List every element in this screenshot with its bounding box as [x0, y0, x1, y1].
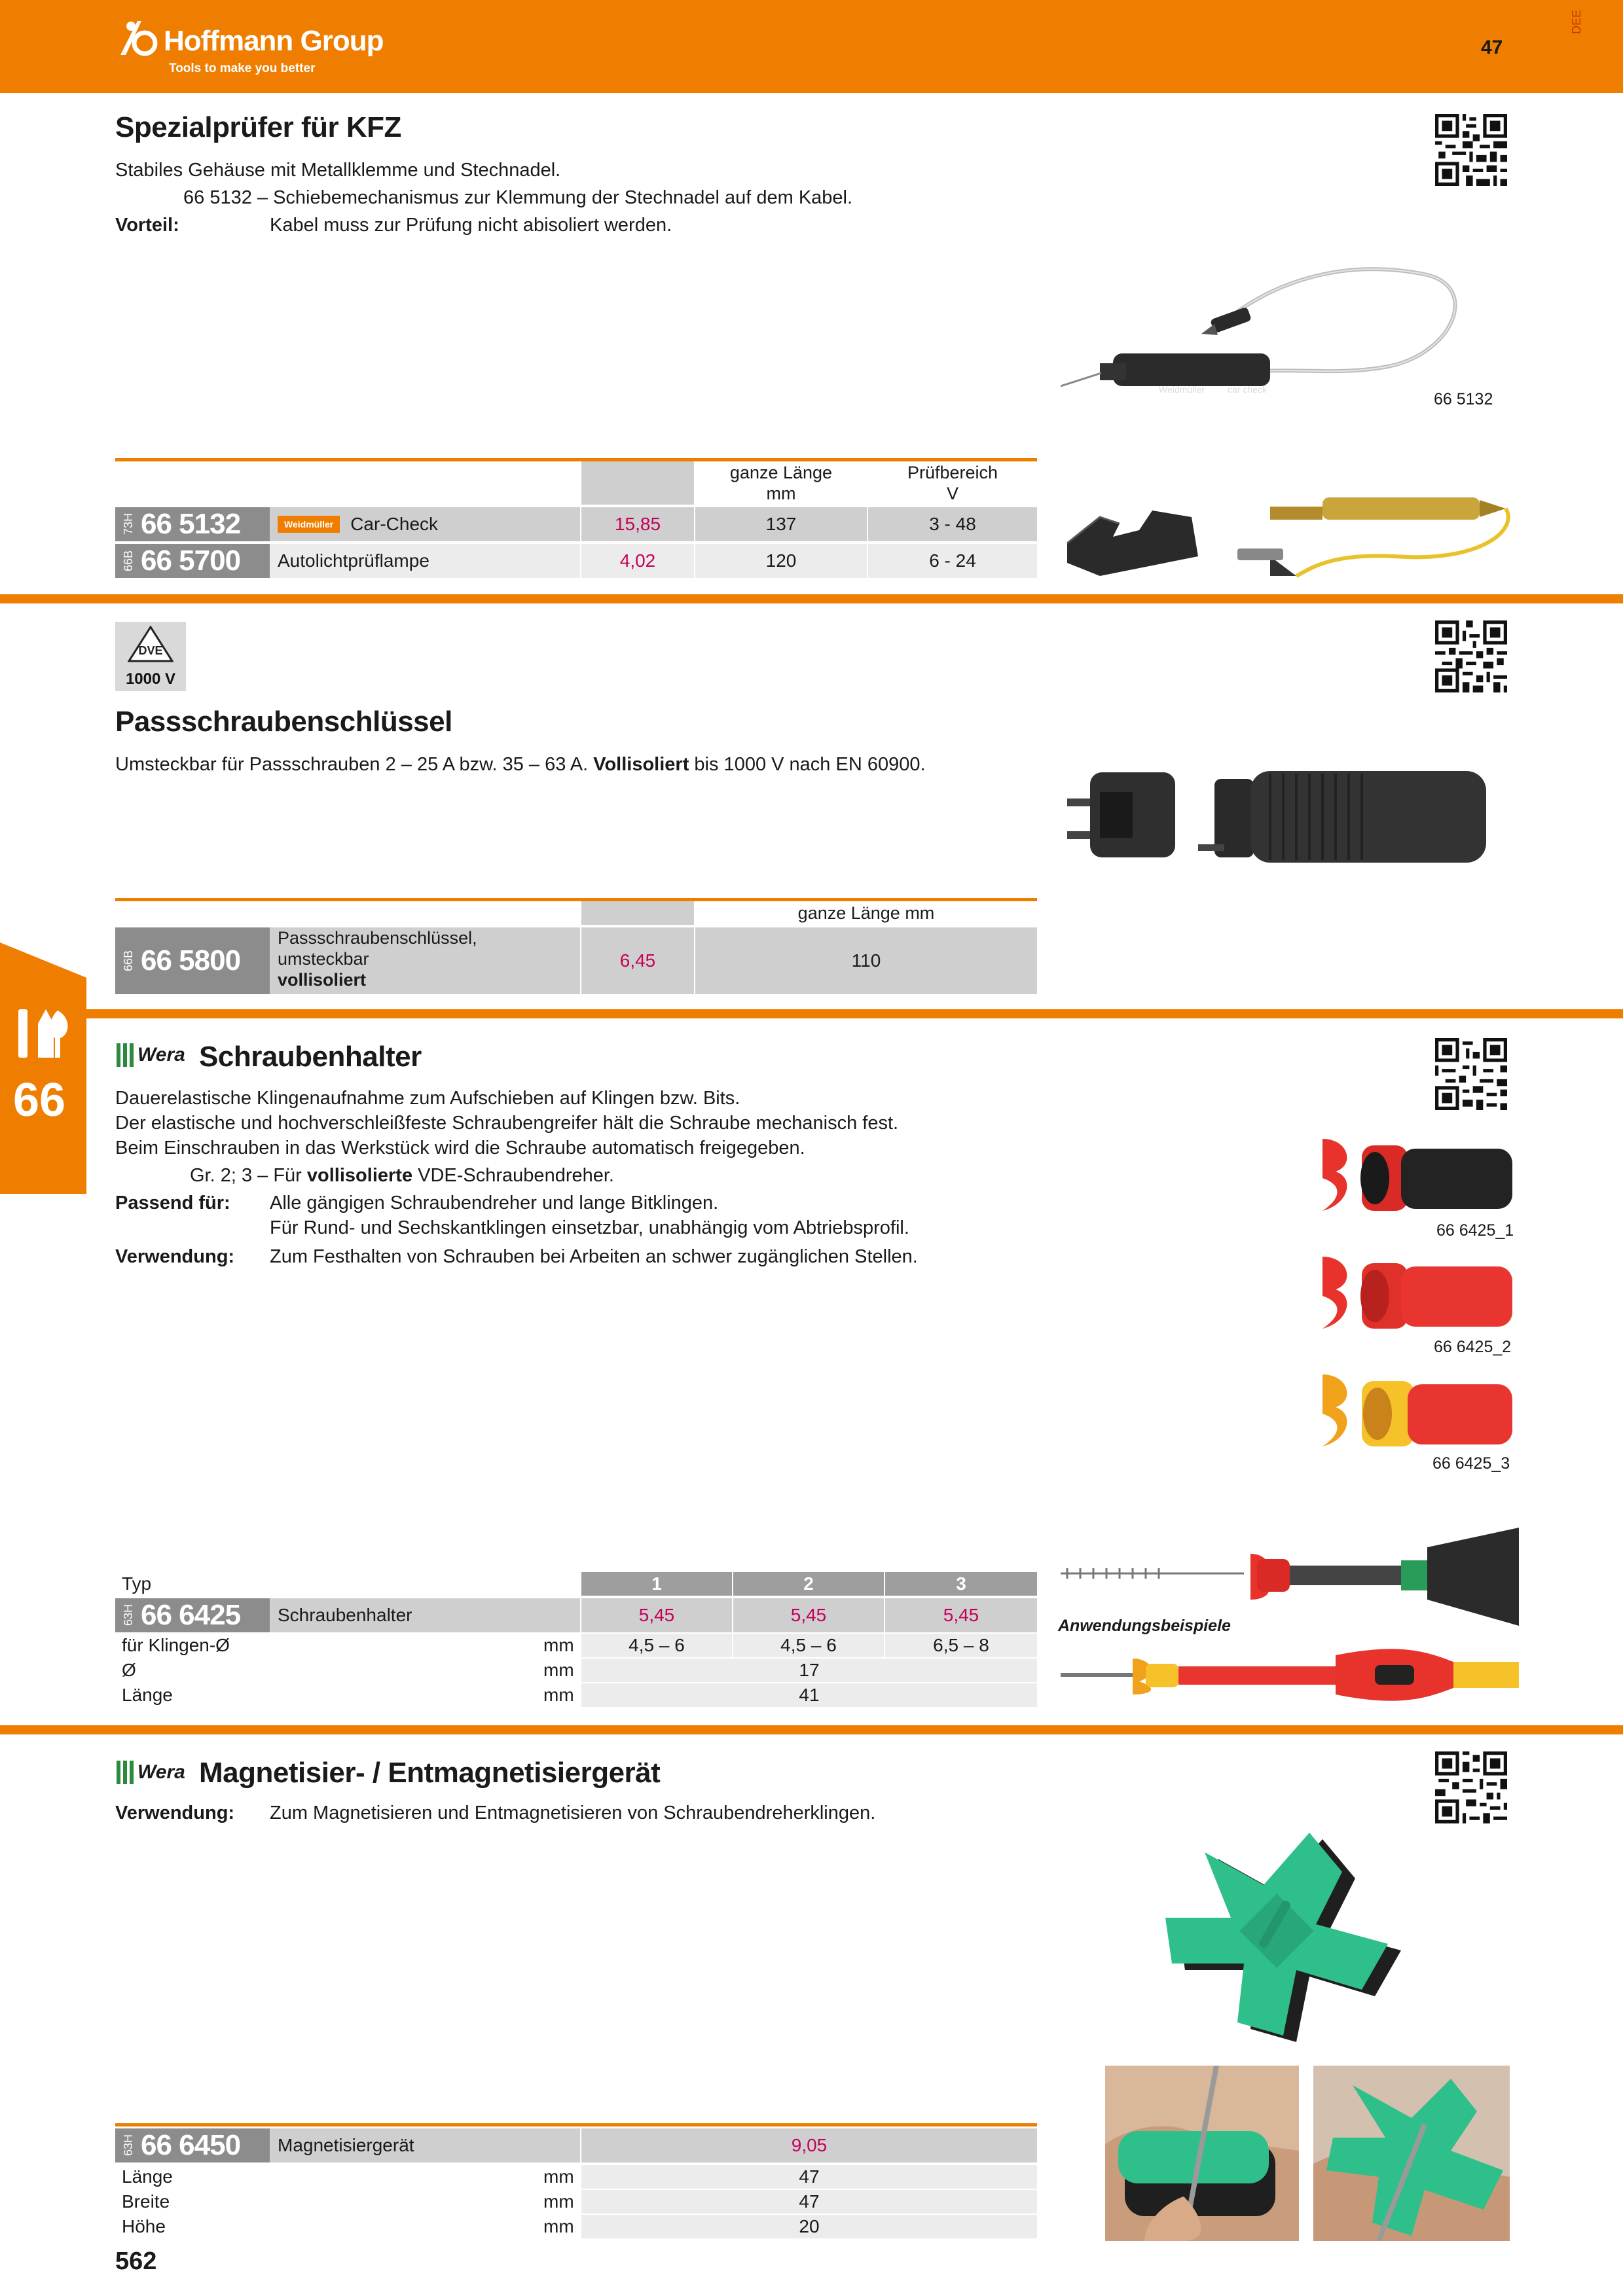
- price-header-cell: [581, 901, 694, 925]
- spec-value: 17: [581, 1659, 1037, 1682]
- description-part: VDE-Schraubendreher.: [412, 1165, 614, 1186]
- row-length: 110: [695, 927, 1037, 994]
- description-line: Stabiles Gehäuse mit Metallklemme und Stechnadel.: [115, 160, 561, 181]
- row-length: 137: [695, 507, 867, 541]
- row-price: 5,45: [733, 1598, 884, 1632]
- chapter-tools-icon: [14, 1004, 71, 1063]
- article-number: 66 5700: [141, 545, 241, 577]
- row-description: Car-Check: [350, 514, 439, 534]
- spec-unit: mm: [543, 2191, 574, 2212]
- length-header-unit: mm: [766, 484, 796, 503]
- wera-logo-icon: [115, 1041, 135, 1069]
- schraubenhalter-1-image: [1309, 1132, 1519, 1224]
- row-description: Autolichtprüflampe: [270, 544, 580, 578]
- section-title-spezialpruefer: Spezialprüfer für KFZ: [115, 111, 401, 143]
- description-line: 66 5132 – Schiebemechanismus zur Klemmung der Stechnadel auf dem Kabel.: [183, 187, 853, 208]
- length-header: ganze Länge mm: [797, 903, 935, 923]
- article-number-box: [115, 507, 270, 541]
- page-number-top: 47: [1481, 37, 1503, 58]
- row-range: 3 - 48: [868, 507, 1037, 541]
- hoffmann-logo-icon: [115, 17, 161, 58]
- magnetizer-usage-photo-2: [1313, 2066, 1510, 2241]
- page-number-bottom: 562: [115, 2248, 157, 2275]
- spec-value: 41: [581, 1683, 1037, 1707]
- description-line: Beim Einschrauben in das Werkstück wird die Schraube automatisch freigegeben.: [115, 1138, 805, 1158]
- spec-unit: mm: [543, 1635, 574, 1655]
- spec-value: 20: [581, 2215, 1037, 2238]
- brand-name: Hoffmann Group: [164, 25, 384, 57]
- row-description: Magnetisiergerät: [270, 2128, 580, 2162]
- article-prefix: 63H: [122, 1604, 135, 1626]
- section-divider: [0, 594, 1623, 603]
- wera-logo: [115, 1041, 185, 1069]
- wera-logo-icon: [115, 1758, 135, 1787]
- row-price: 9,05: [581, 2128, 1037, 2162]
- description-part: bis 1000 V nach EN 60900.: [689, 754, 926, 775]
- spec-label: Länge: [122, 2166, 173, 2187]
- car-check-brand-text: Weidmüller: [1159, 384, 1205, 395]
- spec-value: 6,5 – 8: [885, 1634, 1037, 1657]
- spec-label: Breite: [122, 2191, 170, 2212]
- row-price: 4,02: [581, 544, 694, 578]
- image-caption: 66 6425_1: [1436, 1221, 1514, 1240]
- vorteil-text: Kabel muss zur Prüfung nicht abisoliert werden.: [270, 215, 672, 236]
- article-number-box: [115, 927, 270, 994]
- article-prefix: 66B: [122, 950, 135, 972]
- row-length: 120: [695, 544, 867, 578]
- spec-label: für Klingen-Ø: [122, 1635, 230, 1655]
- image-caption: 66 6425_2: [1434, 1338, 1512, 1356]
- description-part: Gr. 2; 3 – Für: [190, 1165, 307, 1186]
- section-title-schraubenhalter: Schraubenhalter: [199, 1041, 422, 1073]
- article-prefix: 73H: [122, 513, 135, 535]
- length-header: [695, 461, 867, 505]
- verwendung-text: Zum Festhalten von Schrauben bei Arbeiten an schwer zugänglichen Stellen.: [270, 1246, 918, 1267]
- language-code: DEE: [1570, 9, 1583, 34]
- image-caption: 66 6425_3: [1432, 1454, 1510, 1473]
- spec-unit: mm: [543, 2216, 574, 2236]
- article-prefix: 66B: [122, 550, 135, 572]
- vde-badge: [115, 622, 186, 691]
- article-prefix: 63H: [122, 2134, 135, 2157]
- range-header-unit: V: [946, 484, 958, 503]
- vde-voltage: 1000 V: [125, 670, 176, 688]
- article-number-box: [115, 544, 270, 578]
- verwendung-label: Verwendung:: [115, 1803, 235, 1823]
- description-emphasis: Vollisoliert: [593, 754, 689, 775]
- chapter-tab: [0, 942, 86, 1194]
- car-check-product-text: car check: [1228, 384, 1267, 395]
- spec-label: Länge: [122, 1685, 173, 1705]
- description-line: Dauerelastische Klingenaufnahme zum Aufschieben auf Klingen bzw. Bits.: [115, 1088, 740, 1109]
- passend-text: Alle gängigen Schraubendreher und lange Bitklingen.: [270, 1193, 719, 1213]
- spec-label: Ø: [122, 1660, 136, 1680]
- table-top-line: [115, 2123, 1037, 2126]
- usage-caption: Anwendungsbeispiele: [1058, 1617, 1231, 1635]
- article-number: 66 5132: [141, 508, 241, 540]
- schraubenhalter-2-image: [1309, 1250, 1519, 1342]
- passschraubenschluessel-image: [1061, 759, 1519, 870]
- row-price: 5,45: [885, 1598, 1037, 1632]
- section-title-passschraubenschluessel: Passschraubenschlüssel: [115, 706, 452, 738]
- article-number-box: [115, 1598, 270, 1632]
- qr-code-icon[interactable]: [1435, 1038, 1507, 1110]
- description-emphasis: vollisolierte: [306, 1165, 413, 1186]
- page-header: [0, 0, 1623, 93]
- description-part: Umsteckbar für Passschrauben 2 – 25 A bzw. 35 – 63 A.: [115, 754, 594, 775]
- range-header-label: Prüfbereich: [907, 463, 998, 482]
- length-header-label: ganze Länge: [729, 463, 833, 482]
- wera-logo-text: Wera: [137, 1044, 185, 1066]
- type-header: 3: [885, 1572, 1037, 1596]
- row-range: 6 - 24: [868, 544, 1037, 578]
- passend-label: Passend für:: [115, 1193, 230, 1213]
- spec-value: 47: [581, 2165, 1037, 2189]
- typ-label: Typ: [122, 1573, 152, 1594]
- qr-code-icon[interactable]: [1435, 1751, 1507, 1823]
- row-price: 15,85: [581, 507, 694, 541]
- wera-logo: [115, 1758, 185, 1787]
- weidmueller-logo: Weidmüller: [278, 516, 340, 533]
- article-number: 66 5800: [141, 944, 241, 977]
- spec-value: 47: [581, 2190, 1037, 2214]
- type-header: 1: [581, 1572, 732, 1596]
- spec-unit: mm: [543, 2166, 574, 2187]
- description-line: Der elastische und hochverschleißfeste Schraubengreifer hält die Schraube mechanisch fest.: [115, 1113, 899, 1134]
- vde-triangle-icon: [128, 626, 173, 662]
- article-number-box: [115, 2128, 270, 2162]
- chapter-number: 66: [13, 1074, 66, 1126]
- row-price: 5,45: [581, 1598, 732, 1632]
- car-check-holder-image: [1061, 497, 1205, 583]
- autolicht-lamp-image: [1231, 478, 1519, 583]
- row-description: [270, 927, 580, 994]
- vde-mark: DVE: [138, 644, 163, 657]
- magnetizer-usage-photo-1: [1105, 2066, 1299, 2241]
- description-line: [190, 1165, 614, 1187]
- vorteil-label: Vorteil:: [115, 215, 179, 236]
- price-header-cell: [581, 461, 694, 505]
- section-divider: [0, 1009, 1623, 1018]
- image-caption: 66 5132: [1434, 390, 1493, 408]
- spec-unit: mm: [543, 1660, 574, 1680]
- spec-value: 4,5 – 6: [581, 1634, 732, 1657]
- table-row-desc: [270, 507, 580, 541]
- schraubenhalter-3-image: [1309, 1368, 1519, 1460]
- section-divider: [0, 1725, 1623, 1734]
- row-description: Schraubenhalter: [270, 1598, 580, 1632]
- brand-tagline: Tools to make you better: [169, 62, 316, 75]
- verwendung-text: Zum Magnetisieren und Entmagnetisieren von Schraubendreherklingen.: [270, 1803, 876, 1823]
- row-description-line: umsteckbar: [278, 949, 369, 969]
- qr-code-icon[interactable]: [1435, 114, 1507, 186]
- range-header: [868, 461, 1037, 505]
- qr-code-icon[interactable]: [1435, 620, 1507, 692]
- verwendung-label: Verwendung:: [115, 1246, 235, 1267]
- section-title-magnetisiergeraet: Magnetisier- / Entmagnetisiergerät: [199, 1757, 661, 1789]
- spec-label: Höhe: [122, 2216, 166, 2236]
- row-description-emphasis: vollisoliert: [278, 970, 367, 990]
- type-header: 2: [733, 1572, 884, 1596]
- article-number: 66 6450: [141, 2129, 241, 2161]
- magnetisiergeraet-image: [1152, 1826, 1401, 2042]
- row-description-line: Passschraubenschlüssel,: [278, 928, 477, 948]
- passend-text: Für Rund- und Sechskantklingen einsetzbar, unabhängig vom Abtriebsprofil.: [270, 1217, 909, 1238]
- row-price: 6,45: [581, 927, 694, 994]
- description-line: [115, 754, 926, 776]
- wera-logo-text: Wera: [137, 1761, 185, 1783]
- spec-unit: mm: [543, 1685, 574, 1705]
- article-number: 66 6425: [141, 1599, 241, 1631]
- car-check-tester-image: [1061, 262, 1467, 406]
- spec-value: 4,5 – 6: [733, 1634, 884, 1657]
